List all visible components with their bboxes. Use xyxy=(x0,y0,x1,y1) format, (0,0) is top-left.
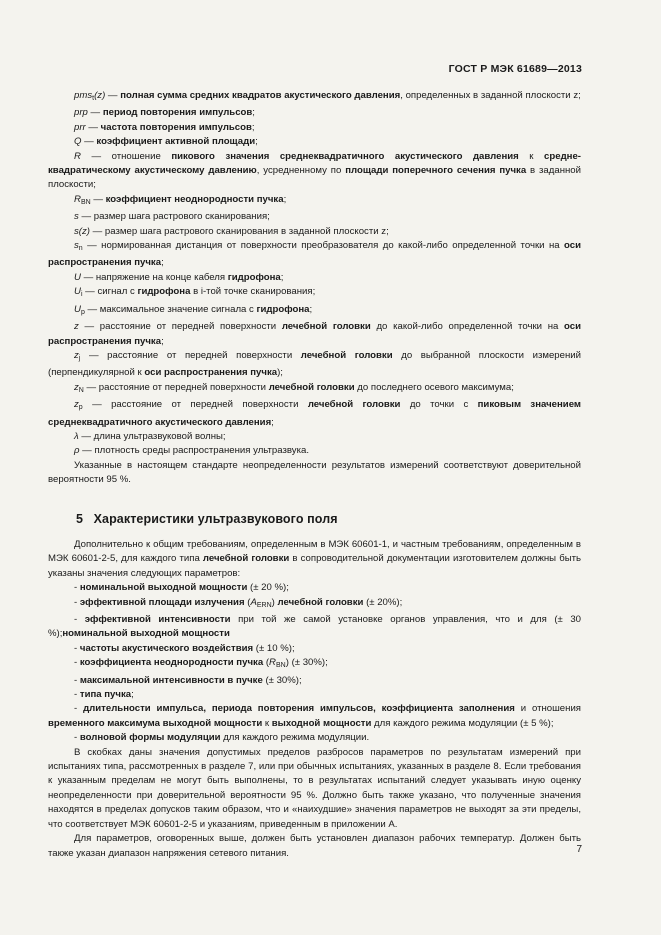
definition-dash: — xyxy=(82,286,98,298)
definition-term: гидрофона xyxy=(137,286,191,298)
uncertainty-note: Указанные в настоящем стандарте неопределенности результатов измерений соответствуют доверительной вероятности 95 %. xyxy=(48,459,581,486)
definition-dash: — xyxy=(79,445,95,457)
definition-subscript: i xyxy=(80,291,83,299)
definition-text: напряжение на конце кабеля xyxy=(95,271,228,283)
definition-subscript: j xyxy=(78,354,81,362)
definition-item xyxy=(48,444,581,458)
definition-symbol: prp xyxy=(74,107,88,119)
definition-symbol: R xyxy=(74,193,81,205)
parameter-name: лечебной головки xyxy=(277,596,364,608)
definition-symbol: z xyxy=(74,399,79,411)
definition-item xyxy=(48,285,581,302)
parameter-item xyxy=(48,613,581,642)
definition-item xyxy=(48,193,581,210)
definition-symbol: s xyxy=(74,240,79,252)
definition-text: ; xyxy=(271,416,274,428)
definition-text: сигнал с xyxy=(97,286,138,298)
definition-text: максимальное значение сигнала с xyxy=(99,303,257,315)
definition-symbol: U xyxy=(74,303,81,315)
definition-symbol: λ xyxy=(74,430,79,442)
definition-term: коэффициент активной площади xyxy=(96,136,256,148)
definition-text: ; xyxy=(252,107,255,119)
parameter-bullet: - xyxy=(74,614,85,625)
parameter-name: типа пучка xyxy=(79,689,132,701)
definition-term: полная сумма средних квадратов акустического давления xyxy=(120,90,401,101)
definition-dash: — xyxy=(83,381,99,393)
definition-dash: — xyxy=(105,90,121,101)
parameter-item xyxy=(48,674,581,688)
definition-symbol: z xyxy=(74,381,79,393)
definition-term: оси распространения пучка xyxy=(48,321,581,347)
parameter-text: ) xyxy=(271,596,278,608)
parameter-name: временного максимума выходной мощности xyxy=(48,717,263,729)
definition-symbol: Q xyxy=(74,136,82,148)
definition-item xyxy=(48,210,581,224)
definition-item xyxy=(48,430,581,444)
parameter-text: и отношения xyxy=(514,703,581,715)
definition-symbol: ρ xyxy=(74,445,80,457)
definition-text: расстояние от передней поверхности xyxy=(98,381,269,393)
definition-text: ; xyxy=(283,193,287,205)
parameter-text: для каждого режима модуляции. xyxy=(220,732,370,744)
parameter-bullet: - xyxy=(74,596,80,608)
definition-text: , усредненному по xyxy=(256,165,346,177)
parameter-bullet: - xyxy=(74,689,80,701)
parameter-name: эффективной интенсивности xyxy=(84,614,231,625)
parameter-name: номинальной выходной мощности xyxy=(62,628,230,640)
definition-item xyxy=(48,121,581,135)
definition-dash: — xyxy=(80,150,112,162)
definition-item xyxy=(48,135,581,149)
temperature-paragraph: Для параметров, оговоренных выше, должен быть установлен диапазон рабочих температур. Должен быть также указан диапазон напряжения сетевого питания. xyxy=(48,833,581,859)
definition-text: размер шага растрового сканирования; xyxy=(93,211,270,223)
parameter-subscript: BN xyxy=(275,662,286,670)
definition-symbol: prr xyxy=(74,121,86,133)
definition-term: коэффициент неоднородности пучка xyxy=(105,193,284,205)
definition-item xyxy=(48,398,581,430)
definition-dash: — xyxy=(80,349,108,361)
definition-text: ; xyxy=(255,136,258,148)
standard-header: ГОСТ Р МЭК 61689—2013 xyxy=(448,63,582,75)
definition-argument: (z) xyxy=(78,225,90,237)
section-number: 5 xyxy=(76,511,84,526)
parameters-list xyxy=(48,581,581,745)
definition-subscript: N xyxy=(78,386,84,394)
parameter-name: частоты акустического воздействия xyxy=(79,642,254,654)
definition-term: период повторения импульсов xyxy=(102,107,253,119)
definition-term: гидрофона xyxy=(256,303,310,315)
intro-text: Дополнительно к общим требованиям, определенным в МЭК 60601-1, и частным требованиям, определенным в МЭК 60601-2-5, для каждого типа xyxy=(48,538,581,565)
definition-text: в i-той точке сканирования; xyxy=(190,286,316,298)
definition-argument: (z) xyxy=(94,90,106,101)
document-body xyxy=(48,89,581,861)
definition-term: пиковым значением среднеквадратичного акустического давления xyxy=(48,399,581,428)
definition-item xyxy=(48,381,581,398)
definition-symbol: pms xyxy=(74,90,93,101)
definition-text: расстояние от передней поверхности xyxy=(99,321,282,333)
definition-symbol: U xyxy=(74,271,81,283)
parameter-name: длительности импульса, периода повторения импульсов, коэффициента заполнения xyxy=(83,703,515,715)
parameter-name: выходной мощности xyxy=(271,717,372,729)
definition-text: к xyxy=(518,150,545,162)
parameter-item xyxy=(48,642,581,656)
definition-text: ); xyxy=(277,367,283,379)
definition-subscript: p xyxy=(78,404,83,412)
definition-term: лечебной головки xyxy=(268,381,355,393)
parameter-text: при той же самой установке органов управления, что и для xyxy=(230,614,555,625)
definition-dash: — xyxy=(78,211,94,223)
limits-paragraph: В скобках даны значения допустимых пределов разбросов параметров по результатам измерений при испытаниях типа, рассмотренных в разделе 7, или при обычных испытаниях, указанных в разделе 8. Если требования к указанным пределам не могут быть выполнены, то в результатах испытаний следует указывать иную оценку неопределенности при доверительной вероятности 95 %. Должно быть также указано, что полученные значения находятся в пределах допусков таким образом, что и «наихудшие» значения параметров не выходят за эти пределы, что соответствует МЭК 60601-2-5 и указаниям, приведенным в приложении А. xyxy=(48,746,581,830)
parameter-bullet: - xyxy=(74,582,80,594)
definition-item xyxy=(48,106,581,120)
parameter-text: (± 30 %); xyxy=(48,614,581,640)
parameter-bullet: - xyxy=(74,657,80,669)
parameter-text: (± 20 %); xyxy=(247,582,289,594)
definition-text: расстояние от передней поверхности xyxy=(111,399,308,411)
definition-term: частота повторения импульсов xyxy=(100,121,252,133)
definition-item xyxy=(48,271,581,285)
parameter-item xyxy=(48,596,581,613)
definition-symbol: z xyxy=(74,321,79,333)
definition-text: , определенных в заданной плоскости z; xyxy=(400,90,581,101)
parameter-symbol: R xyxy=(269,657,276,669)
parameter-text: (± 30%); xyxy=(262,674,302,686)
definition-text: плотность среды распространения ультразвука. xyxy=(94,445,309,457)
intro-rest: в сопроводительной документации изготовителем должны быть указаны значения следующих параметров: xyxy=(48,553,581,579)
definition-dash: — xyxy=(78,321,100,333)
definition-text: до какой-либо определенной точки на xyxy=(370,321,565,333)
section-title: Характеристики ультразвукового поля xyxy=(93,511,338,526)
definition-text: в заданной плоскости; xyxy=(48,165,581,191)
definition-text: размер шага растрового сканирования в заданной плоскости z; xyxy=(104,225,389,237)
definition-symbol: s xyxy=(74,211,79,223)
definition-term: лечебной головки xyxy=(307,399,401,411)
definition-term: оси распространения пучка xyxy=(144,367,278,379)
parameter-text: ; xyxy=(131,689,134,701)
definition-term: лечебной головки xyxy=(281,321,371,333)
parameter-name: волновой формы модуляции xyxy=(79,732,221,744)
definition-item xyxy=(48,320,581,349)
parameter-text: к xyxy=(262,717,272,729)
definition-subscript: BN xyxy=(80,198,91,206)
definition-dash: — xyxy=(82,240,102,252)
definition-text: расстояние от передней поверхности xyxy=(107,349,301,361)
definition-text: ; xyxy=(280,271,284,283)
definition-text: до последнего осевого максимума; xyxy=(354,381,514,393)
definition-subscript: p xyxy=(80,308,85,316)
definition-dash: — xyxy=(84,303,100,315)
parameter-name: коэффициента неоднородности пучка xyxy=(79,657,264,669)
parameter-name: номинальной выходной мощности xyxy=(79,582,248,594)
parameter-text: (± 20%); xyxy=(363,596,403,608)
definition-dash: — xyxy=(85,121,101,133)
page-number: 7 xyxy=(576,844,582,855)
definition-term: гидрофона xyxy=(227,271,281,283)
parameter-item xyxy=(48,702,581,731)
definition-item xyxy=(48,239,581,271)
definition-item xyxy=(48,225,581,239)
definition-text: ; xyxy=(161,335,164,347)
definition-text: нормированная дистанция от поверхности преобразователя до какой-либо определенной точки на xyxy=(101,240,565,252)
parameter-bullet: - xyxy=(74,732,80,744)
parameter-text: ( xyxy=(263,657,270,669)
parameter-bullet: - xyxy=(74,703,84,715)
parameter-text: для каждого режима модуляции (± 5 %); xyxy=(371,717,554,729)
definition-symbol: U xyxy=(74,286,81,298)
parameter-bullet: - xyxy=(74,674,80,686)
definition-item xyxy=(48,89,581,106)
definition-text: ; xyxy=(161,257,164,269)
definition-term: оси распространения пучка xyxy=(48,240,581,269)
definition-dash: — xyxy=(82,399,112,411)
parameter-text: (± 10 %); xyxy=(253,642,295,654)
definition-term: лечебной головки xyxy=(300,349,393,361)
parameter-text: ) (± 30%); xyxy=(285,657,328,669)
intro-bold: лечебной головки xyxy=(202,553,290,565)
definition-text: отношение xyxy=(111,150,172,162)
parameter-bullet: - xyxy=(74,642,80,654)
parameter-item xyxy=(48,656,581,673)
definition-symbol: s xyxy=(74,225,79,237)
definition-text: ; xyxy=(251,121,255,133)
definition-text: до точки с xyxy=(400,399,478,411)
intro-paragraph xyxy=(48,538,581,581)
parameter-item xyxy=(48,688,581,702)
definition-symbol: z xyxy=(74,349,79,361)
parameter-name: эффективной площади излучения xyxy=(79,596,245,608)
parameter-subscript: ERN xyxy=(256,601,272,609)
definition-dash: — xyxy=(89,225,105,237)
definition-item xyxy=(48,303,581,320)
definition-dash: — xyxy=(80,271,96,283)
parameter-item xyxy=(48,581,581,595)
definition-subscript: t xyxy=(92,95,95,102)
parameter-item xyxy=(48,731,581,745)
definition-dash: — xyxy=(81,136,97,148)
definition-subscript: n xyxy=(78,245,83,253)
definition-item xyxy=(48,150,581,193)
definition-text: до выбранной плоскости измерений (перпендикулярной к xyxy=(48,349,581,379)
parameter-text: ( xyxy=(244,596,251,608)
definition-dash: — xyxy=(78,430,94,442)
definitions-list xyxy=(48,89,581,459)
definition-item xyxy=(48,349,581,381)
parameter-name: максимальной интенсивности в пучке xyxy=(79,674,263,686)
definition-dash: — xyxy=(87,107,103,119)
parameter-symbol: A xyxy=(250,596,257,608)
definition-term: площади поперечного сечения пучка xyxy=(345,165,527,177)
definition-text: длина ультразвуковой волны; xyxy=(93,430,226,442)
definition-dash: — xyxy=(90,193,106,205)
definition-text: ; xyxy=(309,303,313,315)
section-heading xyxy=(48,512,581,526)
definition-term: пикового значения среднеквадратичного акустического давления xyxy=(171,150,519,162)
definition-term: средне-квадратическому акустическому давлению xyxy=(48,150,581,177)
definition-symbol: R xyxy=(74,150,81,162)
